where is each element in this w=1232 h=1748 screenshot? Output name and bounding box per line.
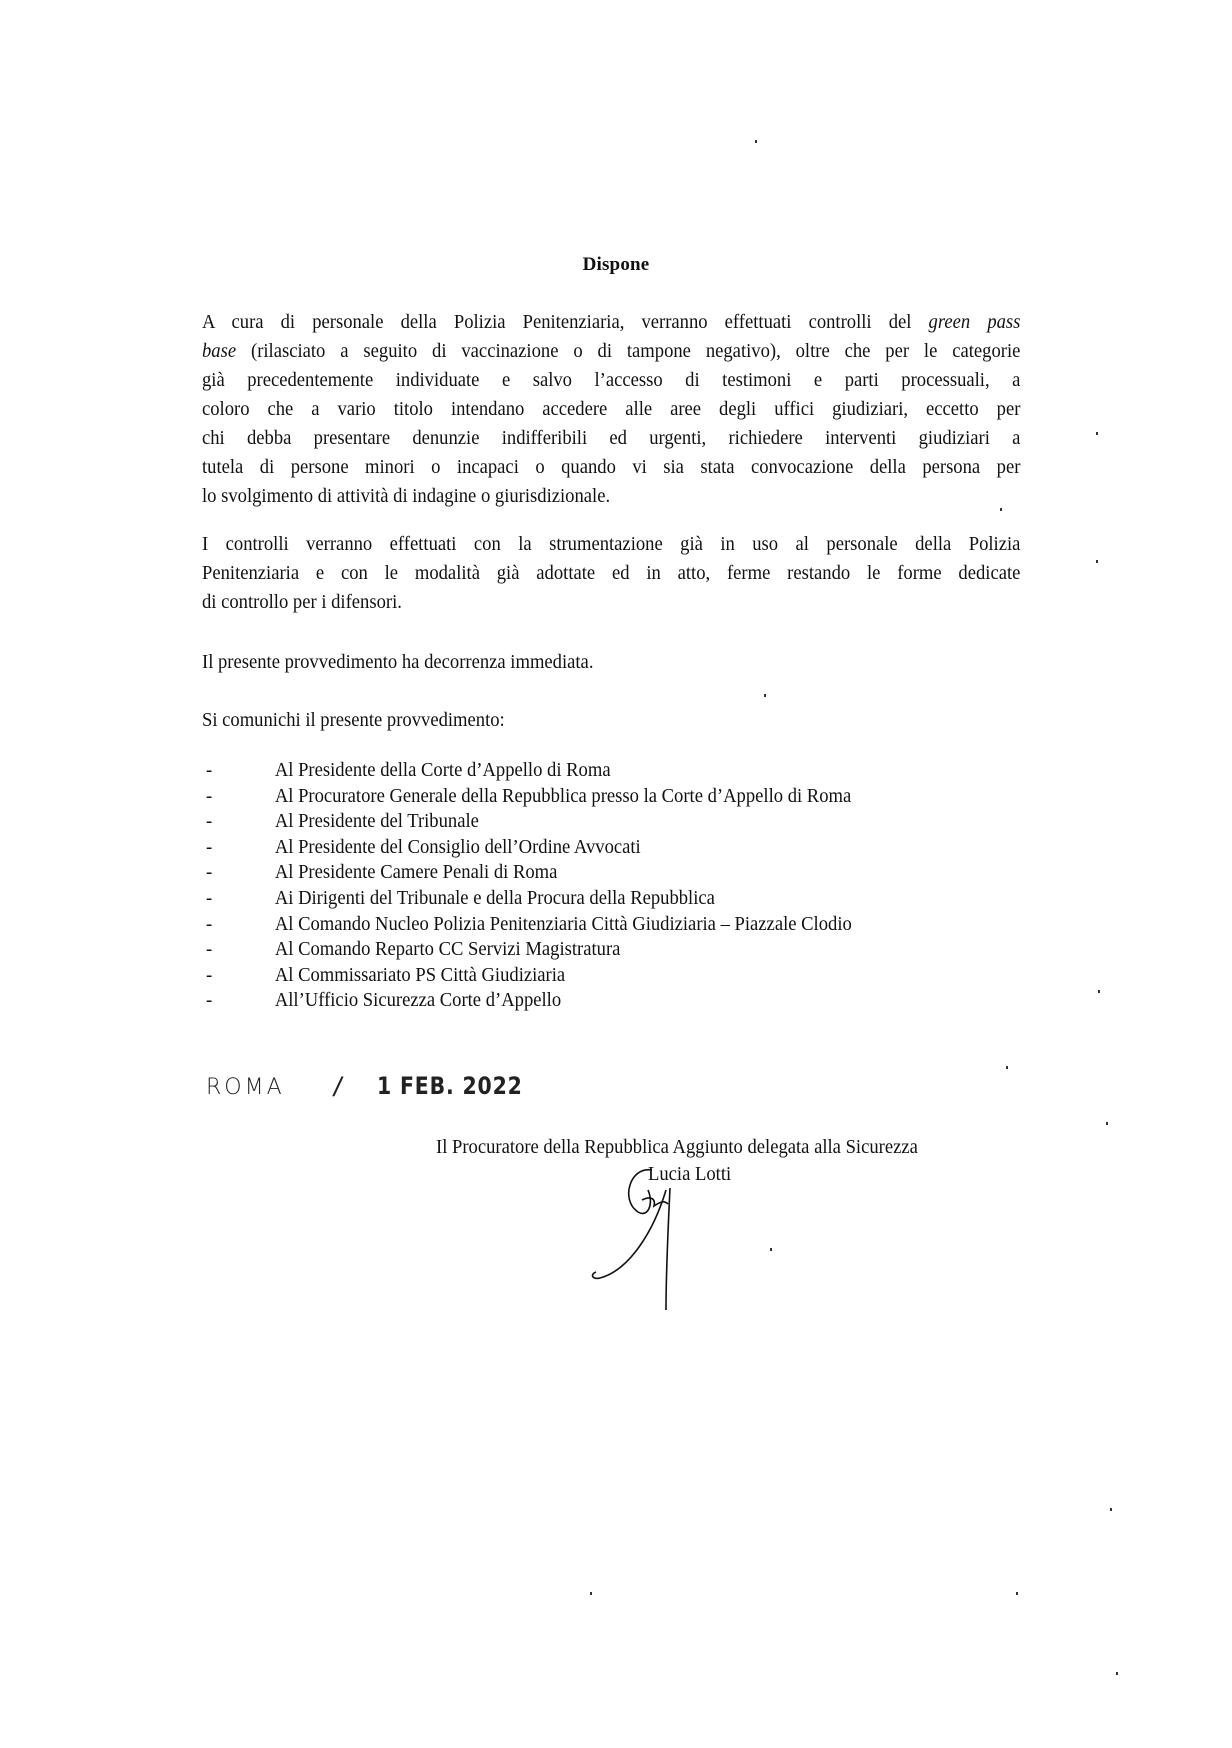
paragraph-line: base (rilasciato a seguito di vaccinazione o di tampone negativo), oltre che per le categorie [202,340,1021,362]
paragraph-line: coloro che a vario titolo intendano accedere alle aree degli uffici giudiziari, eccetto per [202,398,1021,420]
paragraph-effective-immediately: Il presente provvedimento ha decorrenza immediata. [202,651,594,673]
stamp-separator: / [331,1072,347,1100]
bullet-dash: - [206,989,213,1012]
scan-speck [1098,990,1100,993]
scan-speck [1016,1592,1018,1595]
bullet-dash: - [206,759,213,781]
paragraph-line: I controlli verranno effettuati con la strumentazione già in uso al personale della Polizia [202,533,1021,555]
paragraph-line: Penitenziaria e con le modalità già adottate ed in atto, ferme restando le forme dedicate [202,562,1021,584]
paragraph-line: tutela di persone minori o incapaci o quando vi sia stata convocazione della persona per [202,456,1021,478]
base-term: base [202,340,237,362]
scan-speck [1006,1066,1008,1069]
paragraph-communicate-to: Si comunichi il presente provvedimento: [202,709,505,731]
recipients-list [206,758,1006,1014]
recipient-item: - Al Presidente del Consiglio dell’Ordine Avvocati [206,835,1006,861]
stamp-date: 1 FEB. 2022 [377,1072,524,1100]
paragraph-line: A cura di personale della Polizia Penitenziaria, verranno effettuati controlli del green pass [202,311,1021,333]
bullet-dash: - [206,963,213,986]
scan-speck [755,140,757,143]
green-pass-term: green pass [928,311,1021,333]
paragraph-line: già precedentemente individuate e salvo l’accesso di testimoni e parti processuali, a [202,369,1021,391]
paragraph-line: lo svolgimento di attività di indagine o giurisdizionale. [202,485,611,507]
recipient-item: - All’Ufficio Sicurezza Corte d’Appello [206,988,1006,1014]
paragraph-line: di controllo per i difensori. [202,591,402,613]
paragraph-line: chi debba presentare denunzie indifferibili ed urgenti, richiedere interventi giudiziari a [202,427,1021,449]
recipient-item: - Al Presidente del Tribunale [206,809,1006,835]
scan-speck [590,1592,592,1595]
recipient-item: - Al Presidente Camere Penali di Roma [206,860,1006,886]
signatory-role: Il Procuratore della Repubblica Aggiunto delegata alla Sicurezza [436,1136,918,1158]
bullet-dash: - [206,810,213,833]
scan-speck [770,1248,772,1251]
recipient-item: - Al Comando Reparto CC Servizi Magistratura [206,937,1006,963]
bullet-dash: - [206,886,213,909]
recipient-item: - Al Comando Nucleo Polizia Penitenziaria Città Giudiziaria – Piazzale Clodio [206,912,1006,938]
recipient-item: - Al Presidente della Corte d’Appello di Roma [206,758,1006,784]
scan-speck [1096,560,1098,563]
stamp-city: ROMA [206,1075,285,1100]
scan-speck [1106,1122,1108,1125]
recipient-item: - Al Procuratore Generale della Repubblica presso la Corte d’Appello di Roma [206,784,1006,810]
recipient-item: - Ai Dirigenti del Tribunale e della Procura della Repubblica [206,886,1006,912]
document-heading: Dispone [582,254,650,275]
signatory-name: Lucia Lotti [648,1163,732,1185]
scan-speck [1000,508,1002,511]
paragraph-control-methods [202,530,1021,617]
bullet-dash: - [206,938,213,961]
scan-speck [764,694,766,697]
bullet-dash: - [206,861,213,884]
date-stamp [206,1072,549,1100]
paragraph-green-pass-controls [202,308,1021,511]
scan-speck [1096,432,1098,435]
bullet-dash: - [206,835,213,858]
bullet-dash: - [206,784,213,807]
recipient-item: - Al Commissariato PS Città Giudiziaria [206,963,1006,989]
scan-speck [1110,1508,1112,1511]
handwritten-signature-icon [590,1160,730,1320]
scan-speck [1116,1672,1118,1675]
bullet-dash: - [206,912,213,935]
